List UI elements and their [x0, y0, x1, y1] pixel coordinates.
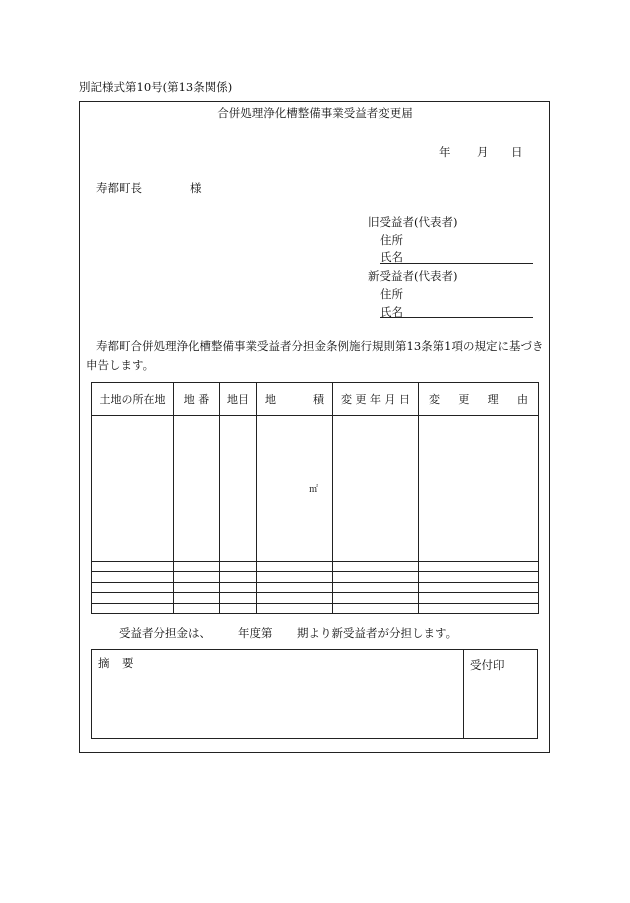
cell-location[interactable] [92, 416, 174, 562]
burden-fiscal-year: 年度第 [238, 626, 273, 640]
cell-location[interactable] [92, 572, 174, 582]
cell-change-date[interactable] [333, 561, 419, 571]
cell-change-reason[interactable] [419, 603, 539, 613]
new-beneficiary-address-label: 住所 [380, 287, 403, 301]
new-beneficiary-heading: 新受益者(代表者) [368, 269, 458, 283]
burden-prefix: 受益者分担金は、 [119, 626, 211, 640]
table-row [92, 582, 539, 592]
cell-lot-number[interactable] [174, 582, 220, 592]
cell-area[interactable] [257, 416, 333, 562]
reception-stamp-label: 受付印 [470, 658, 505, 672]
header-land-category: 地目 [220, 383, 257, 416]
cell-area[interactable] [257, 593, 333, 603]
cell-change-reason[interactable] [419, 416, 539, 562]
cell-lot-number[interactable] [174, 561, 220, 571]
table-header-row [92, 383, 539, 416]
header-location: 土地の所在地 [92, 383, 174, 416]
header-change-reason: 変 更 理 由 [419, 383, 539, 416]
cell-change-reason[interactable] [419, 561, 539, 571]
cell-lot-number[interactable] [174, 603, 220, 613]
cell-change-date[interactable] [333, 416, 419, 562]
remarks-divider [463, 649, 464, 739]
cell-location[interactable] [92, 582, 174, 592]
cell-change-reason[interactable] [419, 582, 539, 592]
cell-location[interactable] [92, 603, 174, 613]
date-year: 年 [439, 145, 451, 159]
cell-change-date[interactable] [333, 593, 419, 603]
remarks-label-2: 要 [122, 656, 134, 670]
cell-change-date[interactable] [333, 572, 419, 582]
date-month: 月 [477, 145, 489, 159]
old-beneficiary-heading: 旧受益者(代表者) [368, 215, 458, 229]
form-label: 別記様式第10号(第13条関係) [79, 80, 233, 94]
cell-lot-number[interactable] [174, 572, 220, 582]
remarks-label-1: 摘 [98, 656, 110, 670]
change-table [91, 382, 539, 614]
cell-land-category[interactable] [220, 593, 257, 603]
cell-land-category[interactable] [220, 572, 257, 582]
header-change-date: 変 更 年 月 日 [333, 383, 419, 416]
cell-area[interactable] [257, 603, 333, 613]
table-row [92, 593, 539, 603]
cell-change-reason[interactable] [419, 572, 539, 582]
addressee-name: 寿都町長 [96, 181, 142, 195]
table-row [92, 561, 539, 571]
cell-change-date[interactable] [333, 603, 419, 613]
form-title: 合併処理浄化槽整備事業受益者変更届 [217, 106, 413, 120]
old-beneficiary-signature-line [380, 263, 533, 264]
header-area: 地 積 [257, 383, 333, 416]
table-row [92, 603, 539, 613]
cell-area[interactable] [257, 572, 333, 582]
new-beneficiary-name-label: 氏名 [380, 305, 403, 319]
cell-location[interactable] [92, 561, 174, 571]
cell-land-category[interactable] [220, 561, 257, 571]
cell-location[interactable] [92, 593, 174, 603]
cell-area[interactable] [257, 582, 333, 592]
cell-lot-number[interactable] [174, 416, 220, 562]
cell-area[interactable] [257, 561, 333, 571]
cell-lot-number[interactable] [174, 593, 220, 603]
cell-land-category[interactable] [220, 603, 257, 613]
old-beneficiary-name-label: 氏名 [380, 250, 403, 264]
cell-land-category[interactable] [220, 416, 257, 562]
table-row [92, 416, 539, 562]
addressee-honorific: 様 [190, 181, 202, 195]
table-row [92, 572, 539, 582]
cell-land-category[interactable] [220, 582, 257, 592]
header-lot-number: 地 番 [174, 383, 220, 416]
date-day: 日 [511, 145, 523, 159]
cell-change-date[interactable] [333, 582, 419, 592]
burden-suffix: 期より新受益者が分担します。 [297, 626, 458, 640]
area-unit: ㎡ [308, 484, 318, 495]
new-beneficiary-signature-line [380, 317, 533, 318]
statement-text: 寿都町合併処理浄化槽整備事業受益者分担金条例施行規則第13条第1項の規定に基づき申告します。 [86, 339, 544, 372]
old-beneficiary-address-label: 住所 [380, 233, 403, 247]
cell-change-reason[interactable] [419, 593, 539, 603]
